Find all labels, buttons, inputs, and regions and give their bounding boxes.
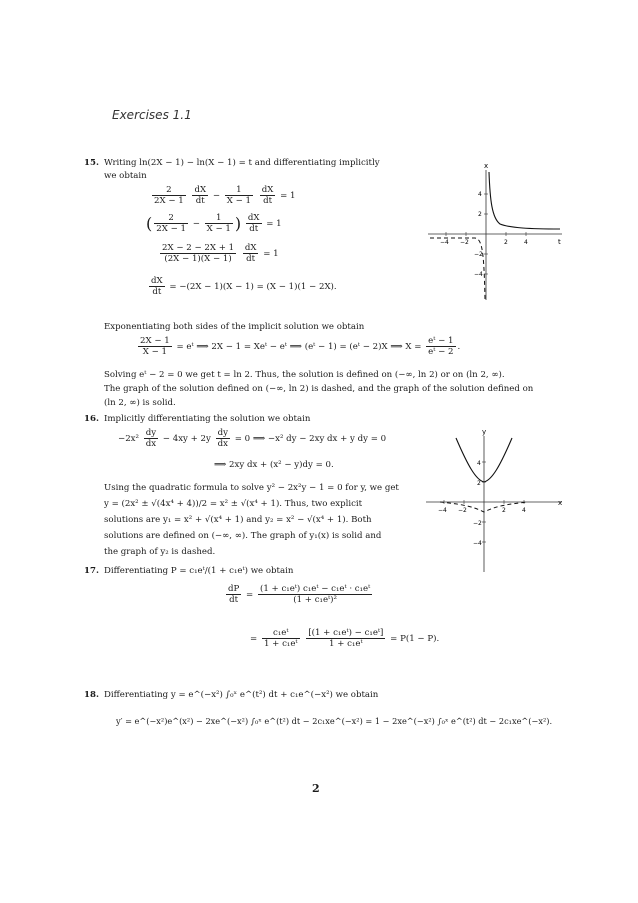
frac-den: eᵗ − 2 bbox=[428, 347, 454, 357]
graph-ytick: 4 bbox=[477, 460, 481, 467]
ex15-paragraph-2-line3: (ln 2, ∞) is solid. bbox=[104, 398, 176, 408]
graph-xtick: 4 bbox=[522, 507, 526, 514]
frac-num: dX bbox=[261, 185, 274, 195]
rhs: = 0 ⟹ −x² dy − 2xy dx + y dy = 0 bbox=[234, 434, 387, 444]
frac-den: 2X − 1 bbox=[154, 196, 184, 206]
graph-ytick: −2 bbox=[474, 251, 483, 258]
rhs: = 1 bbox=[266, 219, 282, 229]
frac-num: eᵗ − 1 bbox=[428, 336, 454, 346]
ex15-equation-3 bbox=[158, 243, 279, 264]
ex16-equation-2: ⟹ 2xy dx + (x² − y)dy = 0. bbox=[214, 460, 334, 470]
frac-num: dX bbox=[194, 185, 207, 195]
frac-num: (1 + c₁eᵗ) c₁eᵗ − c₁eᵗ · c₁eᵗ bbox=[259, 584, 371, 594]
ex18-equation-1: y′ = e^(−x²)e^(x²) − 2xe^(−x²) ∫₀ˣ e^(t²) dt − 2c₁xe^(−x²) = 1 − 2xe^(−x²) ∫₀ˣ e^(t²) dt − 2c₁xe^(−x²). bbox=[116, 716, 553, 726]
frac-num: 2X − 2 − 2X + 1 bbox=[162, 243, 235, 253]
graph-ytick: −2 bbox=[473, 520, 482, 527]
ex17-equation-2: = $\frac{\text{c₁eᵗ}}{\text{1 + c₁eᵗ}}$ $\frac{\text{[(1 + c₁eᵗ) − c₁eᵗ]}}{\text{1 + c₁eᵗ}}$ = P(1 − P). bbox=[250, 628, 440, 649]
frac-den: dt bbox=[152, 287, 162, 297]
graph-xtick: −4 bbox=[440, 239, 449, 246]
frac-den: dx bbox=[217, 439, 228, 449]
ex18-intro-line1: Differentiating y = e^(−x²) ∫₀ˣ e^(t²) dt + c₁e^(−x²) we obtain bbox=[104, 690, 379, 700]
ex16-line-p3: solutions are y₁ = x² + √(x⁴ + 1) and y₂ = x² − √(x⁴ + 1). Both bbox=[104, 515, 372, 525]
graph-xtick: 4 bbox=[524, 239, 528, 246]
frac-num: 2X − 1 bbox=[140, 336, 170, 346]
ex16-line-p5: the graph of y₂ is dashed. bbox=[104, 547, 216, 557]
frac-num: dP bbox=[228, 584, 240, 594]
frac-den: 1 + c₁eᵗ bbox=[329, 639, 363, 649]
graph-xtick: 2 bbox=[502, 507, 506, 514]
dashed-curve bbox=[430, 238, 485, 300]
frac-den: (2X − 1)(X − 1) bbox=[164, 254, 232, 264]
graph-xtick: 2 bbox=[504, 239, 508, 246]
frac-num: 2 bbox=[152, 185, 186, 196]
frac-num: dX bbox=[151, 276, 163, 286]
frac-den: X − 1 bbox=[226, 196, 251, 206]
frac-den: dt bbox=[263, 196, 273, 206]
graph-x-label: x bbox=[558, 499, 563, 507]
equation-start: −2x² bbox=[118, 434, 139, 444]
frac-den: (1 + c₁eᵗ)² bbox=[293, 595, 337, 605]
graph-ytick: 2 bbox=[478, 211, 482, 218]
frac-den: X − 1 bbox=[142, 347, 167, 357]
ex16-line-p4: solutions are defined on (−∞, ∞). The graph of y₁(x) is solid and bbox=[104, 531, 382, 541]
exercise-16-number: 16. bbox=[84, 414, 99, 424]
frac-num: 1 bbox=[225, 185, 253, 196]
ex16-line-p2: y = (2x² ± √(4x⁴ + 4))/2 = x² ± √(x⁴ + 1). Thus, two explicit bbox=[104, 499, 363, 509]
frac-den: dt bbox=[246, 254, 256, 264]
equation-middle: = eᵗ ⟹ 2X − 1 = Xeᵗ − eᵗ ⟹ (eᵗ − 1) = (eᵗ − 2)X ⟹ X = bbox=[176, 342, 422, 352]
rhs: = 1 bbox=[280, 191, 296, 201]
frac-den: 2X − 1 bbox=[156, 224, 186, 234]
rhs: = P(1 − P). bbox=[390, 634, 440, 644]
frac-num: 2 bbox=[154, 213, 188, 224]
ex17-intro-line1: Differentiating P = c₁eᵗ/(1 + c₁eᵗ) we obtain bbox=[104, 566, 294, 576]
page-number: 2 bbox=[312, 782, 320, 795]
ex16-line-p1: Using the quadratic formula to solve y² − 2x²y − 1 = 0 for y, we get bbox=[104, 483, 399, 493]
ex15-intro-line1: Writing ln(2X − 1) − ln(X − 1) = t and differentiating implicitly bbox=[104, 158, 380, 168]
ex15-paragraph-2-line1: Solving eᵗ − 2 = 0 we get t = ln 2. Thus, the solution is defined on (−∞, ln 2) or on (ln 2, ∞). bbox=[104, 370, 505, 380]
graph-ytick: 4 bbox=[478, 191, 482, 198]
frac-num: dX bbox=[247, 213, 260, 223]
solid-curve bbox=[489, 172, 560, 229]
ex17-equation-1: $\frac{dP}{dt}$ = $\frac{\text{(1 + c₁eᵗ) c₁eᵗ − c₁eᵗ · c₁eᵗ}}{\text{(1 + c₁eᵗ)²}}$ bbox=[228, 584, 371, 605]
equation-middle: − 4xy + 2y bbox=[162, 434, 211, 444]
graph-ytick: −4 bbox=[474, 271, 483, 278]
section-heading: Exercises 1.1 bbox=[112, 108, 192, 122]
graph-ytick: 2 bbox=[477, 480, 481, 487]
punct: . bbox=[457, 342, 461, 352]
graph-ytick: −4 bbox=[473, 540, 482, 547]
exercise-18-number: 18. bbox=[84, 690, 99, 700]
ex15-paragraph-2-line2: The graph of the solution defined on (−∞, ln 2) is dashed, and the graph of the solution defined on bbox=[104, 384, 534, 394]
frac-num: c₁eᵗ bbox=[262, 628, 300, 639]
graph-y-label: x bbox=[484, 162, 489, 170]
ex16-intro-line1: Implicitly differentiating the solution we obtain bbox=[104, 414, 311, 424]
operator: − bbox=[192, 219, 200, 229]
graph-xtick: −2 bbox=[458, 507, 467, 514]
ex15-equation-2: ( $\frac{2}{2X - 1}$ − $\frac{1}{X - 1}$ ) $\frac{dX}{dt}$ = 1 bbox=[146, 213, 282, 234]
frac-num: [(1 + c₁eᵗ) − c₁eᵗ] bbox=[308, 628, 384, 638]
frac-den: dx bbox=[145, 439, 157, 449]
frac-num: 1 bbox=[205, 213, 233, 224]
frac-den: dt bbox=[229, 595, 239, 605]
ex15-equation-4 bbox=[147, 276, 337, 297]
ex15-paragraph-1: Exponentiating both sides of the implicit solution we obtain bbox=[104, 322, 365, 332]
graph-y-label: y bbox=[482, 428, 487, 436]
ex16-equation-1 bbox=[118, 428, 386, 449]
ex15-intro-line2: we obtain bbox=[104, 171, 147, 181]
frac-den: dt bbox=[195, 196, 205, 206]
frac-den: 1 + c₁eᵗ bbox=[263, 639, 298, 649]
ex16-graph bbox=[420, 424, 570, 574]
graph-xtick: −4 bbox=[438, 507, 447, 514]
graph-x-label: t bbox=[558, 238, 561, 246]
exercise-15-number: 15. bbox=[84, 158, 99, 168]
operator: − bbox=[212, 191, 221, 201]
frac-den: dt bbox=[249, 224, 259, 234]
frac-num: dy bbox=[217, 428, 228, 438]
exercise-17-number: 17. bbox=[84, 566, 99, 576]
frac-den: X − 1 bbox=[206, 224, 231, 234]
graph-xtick: −2 bbox=[460, 239, 469, 246]
frac-num: dy bbox=[145, 428, 157, 438]
rhs: = −(2X − 1)(X − 1) = (X − 1)(1 − 2X). bbox=[169, 282, 337, 292]
frac-num: dX bbox=[244, 243, 257, 253]
rhs: = 1 bbox=[263, 249, 279, 259]
ex15-equation-5 bbox=[136, 336, 460, 357]
ex15-graph bbox=[420, 160, 570, 310]
ex15-equation-1 bbox=[150, 185, 296, 206]
